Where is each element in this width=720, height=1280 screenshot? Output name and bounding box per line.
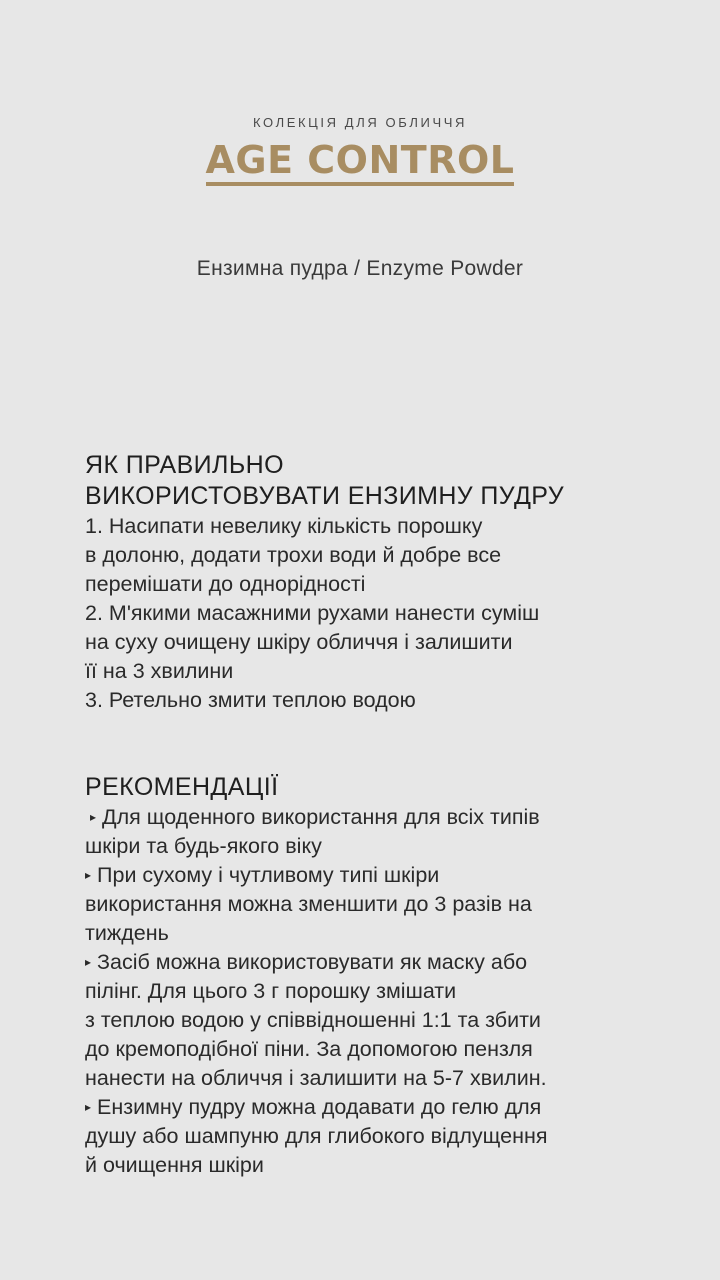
usage-step-2-line-3: її на 3 хвилини <box>85 659 234 683</box>
recommendation-4-line-3: й очищення шкіри <box>85 1153 264 1177</box>
usage-step-1-line-3: перемішати до однорідності <box>85 572 366 596</box>
recommendation-3-line-3: з теплою водою у співвідношенні 1:1 та збити <box>85 1008 541 1032</box>
bullet-triangle-icon: ▸ <box>85 1100 92 1114</box>
recommendation-1-line-2: шкіри та будь-якого віку <box>85 834 322 858</box>
recommendation-3-line-5: нанести на обличчя і залишити на 5-7 хвилин. <box>85 1066 547 1090</box>
recommendations-section <box>85 772 645 1180</box>
usage-step-2-line-2: на суху очищену шкіру обличчя і залишити <box>85 630 513 654</box>
recommendation-text: Ензимну пудру можна додавати до гелю для <box>97 1095 542 1119</box>
usage-title-line-1: ЯК ПРАВИЛЬНО <box>85 451 284 479</box>
recommendation-2-line-3: тиждень <box>85 921 169 945</box>
usage-step-2-line-1: 2. М'якими масажними рухами нанести суміш <box>85 601 540 625</box>
bullet-triangle-icon: ▸ <box>90 810 97 824</box>
brand-title: AGE CONTROL <box>206 140 515 186</box>
usage-section <box>85 450 645 715</box>
collection-header <box>0 114 720 186</box>
recommendation-text: Для щоденного використання для всіх типів <box>102 805 540 829</box>
recommendation-3-line-2: пілінг. Для цього 3 г порошку змішати <box>85 979 457 1003</box>
recommendation-text: Засіб можна використовувати як маску або <box>97 950 528 974</box>
bullet-triangle-icon: ▸ <box>85 868 92 882</box>
recommendation-4-line-1 <box>85 1093 645 1122</box>
recommendation-2-line-2: використання можна зменшити до 3 разів на <box>85 892 532 916</box>
collection-kicker: КОЛЕКЦІЯ ДЛЯ ОБЛИЧЧЯ <box>253 115 467 130</box>
product-name: Ензимна пудра / Enzyme Powder <box>196 257 524 280</box>
recommendation-text: При сухому і чутливому типі шкіри <box>97 863 440 887</box>
bullet-triangle-icon: ▸ <box>85 955 92 969</box>
usage-step-1-line-1: 1. Насипати невелику кількість порошку <box>85 514 483 538</box>
recommendation-3-line-1 <box>85 948 645 977</box>
recommendation-2-line-1 <box>85 861 645 890</box>
recommendation-1-line-1 <box>85 803 645 832</box>
usage-step-3-line-1: 3. Ретельно змити теплою водою <box>85 688 416 712</box>
usage-title-line-2: ВИКОРИСТОВУВАТИ ЕНЗИМНУ ПУДРУ <box>85 482 565 510</box>
recommendation-4-line-2: душу або шампуню для глибокого відлущення <box>85 1124 548 1148</box>
usage-step-1-line-2: в долоню, додати трохи води й добре все <box>85 543 502 567</box>
recommendation-3-line-4: до кремоподібної піни. За допомогою пензля <box>85 1037 533 1061</box>
recommendations-title: РЕКОМЕНДАЦІЇ <box>85 773 279 801</box>
